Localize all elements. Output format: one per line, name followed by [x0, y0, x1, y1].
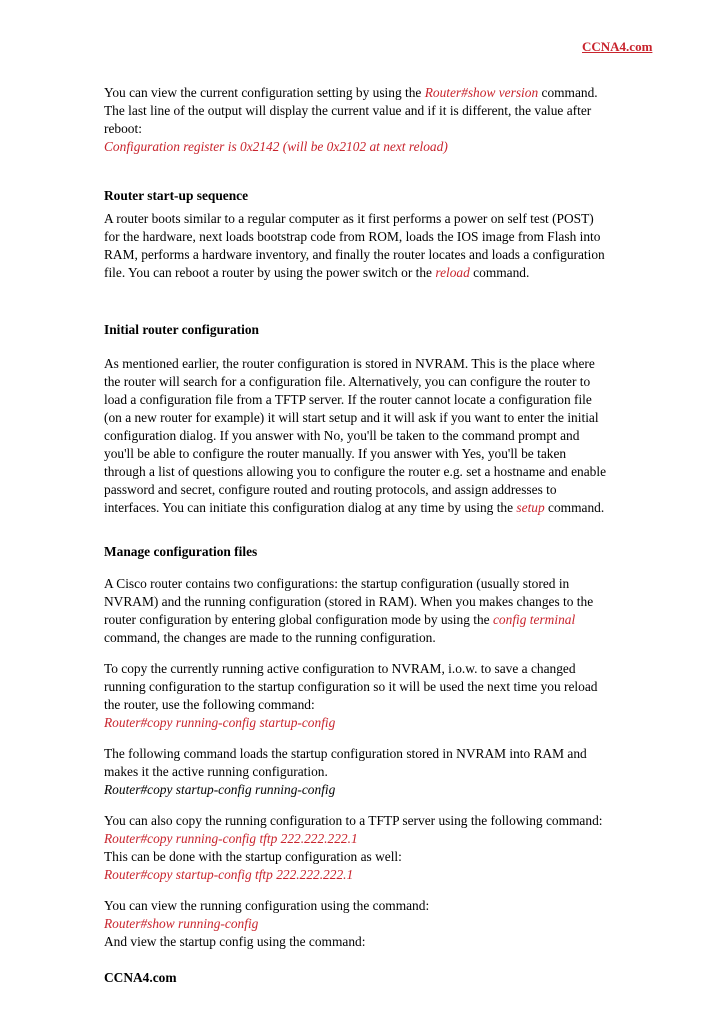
manage-line: makes it the active running configuration. — [104, 764, 328, 779]
reload-command: reload — [435, 265, 470, 280]
manage-line: The following command loads the startup configuration stored in NVRAM into RAM and — [104, 746, 587, 761]
intro-line: reboot: — [104, 121, 142, 136]
initial-line: As mentioned earlier, the router configuration is stored in NVRAM. This is the place where — [104, 356, 595, 371]
manage-paragraph-1 — [104, 575, 664, 647]
manage-paragraph-3 — [104, 745, 664, 799]
manage-line: command, the changes are made to the running configuration. — [104, 630, 436, 645]
manage-line: running configuration to the startup configuration so it will be used the next time you reload — [104, 679, 598, 694]
initial-line: the router will search for a configuration file. Alternatively, you can configure the router to — [104, 374, 591, 389]
manage-paragraph-4 — [104, 812, 664, 884]
startup-line: file. You can reboot a router by using the power switch or the — [104, 265, 436, 280]
initial-line: password and secret, configure routed and routing protocols, and assign addresses to — [104, 482, 557, 497]
startup-line: for the hardware, next loads bootstrap code from ROM, loads the IOS image from Flash into — [104, 229, 601, 244]
initial-line: interfaces. You can initiate this configuration dialog at any time by using the — [104, 500, 517, 515]
manage-line: router configuration by entering global configuration mode by using the — [104, 612, 493, 627]
setup-command: setup — [516, 500, 545, 515]
manage-line: You can view the running configuration using the command: — [104, 898, 430, 913]
intro-text: You can view the current configuration setting by using the — [104, 85, 425, 100]
show-running-config-command: Router#show running-config — [104, 916, 259, 931]
copy-startup-tftp-command: Router#copy startup-config tftp 222.222.222.1 — [104, 867, 354, 882]
copy-running-tftp-command: Router#copy running-config tftp 222.222.222.1 — [104, 831, 358, 846]
intro-paragraph — [104, 84, 664, 156]
config-register-output: Configuration register is 0x2142 (will be 0x2102 at next reload) — [104, 139, 448, 154]
section-heading-manage: Manage configuration files — [104, 544, 258, 559]
initial-line: you'll be able to configure the router manually. If you answer with Yes, you'll be taken — [104, 446, 567, 461]
startup-line: A router boots similar to a regular computer as it first performs a power on self test (POST) — [104, 211, 594, 226]
section-heading-initial: Initial router configuration — [104, 322, 259, 337]
manage-paragraph-2 — [104, 660, 664, 732]
config-terminal-command: config terminal — [492, 612, 576, 627]
initial-line: (on a new router for example) it will start setup and it will ask if you want to enter the initial — [104, 410, 599, 425]
manage-line: the router, use the following command: — [104, 697, 315, 712]
manage-paragraph-5 — [104, 897, 664, 951]
startup-paragraph — [104, 210, 664, 282]
manage-line: This can be done with the startup configuration as well: — [104, 849, 402, 864]
intro-text-end: command. — [538, 85, 598, 100]
startup-line-end: command. — [469, 265, 530, 280]
manage-line: You can also copy the running configuration to a TFTP server using the following command: — [104, 813, 603, 828]
copy-running-startup-command: Router#copy running-config startup-config — [104, 715, 336, 730]
initial-line: load a configuration file from a TFTP server. If the router cannot locate a configuration file — [104, 392, 592, 407]
manage-line: NVRAM) and the running configuration (stored in RAM). When you makes changes to the — [104, 594, 594, 609]
footer-site-label: CCNA4.com — [104, 970, 177, 985]
initial-line: configuration dialog. If you answer with No, you'll be taken to the command prompt and — [104, 428, 580, 443]
copy-startup-running-command: Router#copy startup-config running-config — [104, 782, 336, 797]
manage-line: To copy the currently running active configuration to NVRAM, i.o.w. to save a changed — [104, 661, 576, 676]
intro-line: The last line of the output will display the current value and if it is different, the value after — [104, 103, 592, 118]
initial-line-end: command. — [544, 500, 605, 515]
section-heading-startup: Router start-up sequence — [104, 188, 249, 203]
manage-line: And view the startup config using the command: — [104, 934, 366, 949]
manage-line: A Cisco router contains two configurations: the startup configuration (usually stored in — [104, 576, 570, 591]
startup-line: RAM, performs a hardware inventory, and finally the router locates and loads a configuration — [104, 247, 605, 262]
initial-paragraph — [104, 355, 664, 517]
initial-line: through a list of questions allowing you to configure the router e.g. set a hostname and enable — [104, 464, 607, 479]
header-site-link[interactable]: CCNA4.com — [582, 39, 653, 54]
show-version-command: Router#show version — [424, 85, 539, 100]
